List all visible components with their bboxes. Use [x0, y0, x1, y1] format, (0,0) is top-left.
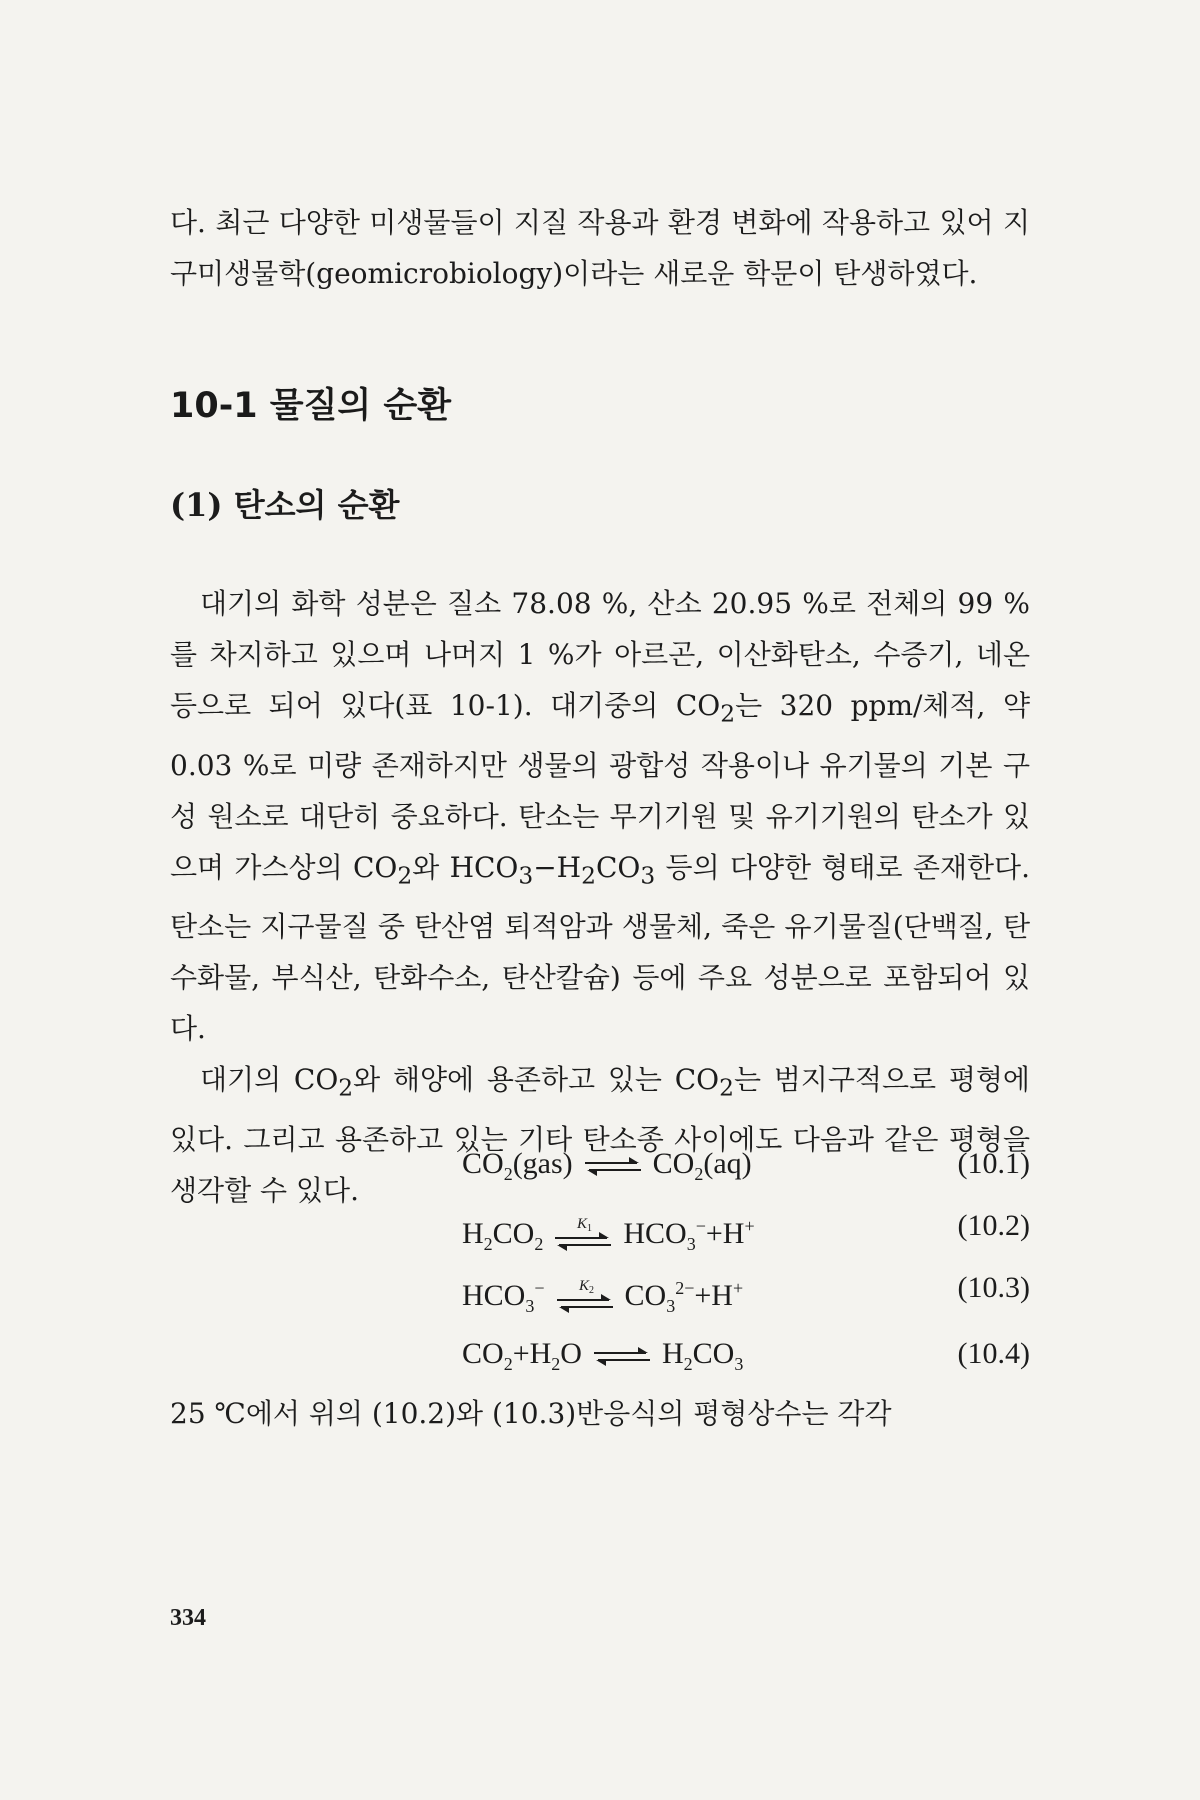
section-heading: 10-1 물질의 순환 [170, 386, 452, 426]
text-span: CO [595, 850, 641, 884]
text-span: 는 320 ppm/체적, 약 0.03 %로 미량 존재하지만 생물의 광합성 작용이나 유기물의 기본 구성 원소로 대단히 중요하다. 탄소는 무기기원 및 유기기원의 탄소가 있으며 가스상의 CO [170, 689, 1030, 884]
text-span: 대기의 CO [200, 1063, 339, 1097]
rate-constant-label: K [577, 1216, 588, 1233]
intro-text: 다. 최근 다양한 미생물들이 지질 작용과 환경 변화에 작용하고 있어 지구미생물학(geomicrobiology)이라는 새로운 학문이 탄생하였다. [170, 206, 1030, 290]
equation-body: $CO_2+H_2O$ $H_2CO_3$ [462, 1337, 744, 1374]
text-span: 등의 다양한 형태로 존재한다. 탄소는 지구물질 중 탄산염 퇴적암과 생물체, 죽은 유기물질(단백질, 탄수화물, 부식산, 탄화수소, 탄산칼슘) 등에 주요 성분으로 포함되어 있다. [170, 850, 1030, 1046]
equilibrium-arrow-icon [551, 1216, 615, 1256]
rate-constant-subscript: 1 [587, 1223, 593, 1235]
equation-body: $CO_2(gas)$ $CO_2(aq)$ [462, 1147, 752, 1184]
subsection-heading: (1) 탄소의 순환 [170, 486, 400, 524]
text-span: −H [533, 850, 582, 884]
subscript: 2 [338, 1073, 354, 1102]
rate-constant-label: K [578, 1278, 589, 1295]
equation-body: $H_2CO_2$ K 1 $HCO_3^-+H^+$ [462, 1206, 755, 1264]
subscript: 2 [581, 861, 596, 890]
text-span: 와 HCO [412, 850, 519, 884]
equilibrium-arrow-icon [590, 1341, 654, 1371]
text-span: 대기의 화학 성분은 질소 78.08 %, 산소 20.95 %로 전체의 99 %를 차지하고 있으며 나머지 1 %가 아르곤, 이산화탄소, 수증기, 네온 등으로 되어 있다(표 10-1). 대기중의 CO [170, 587, 1030, 722]
equation-10-3 [170, 1260, 1030, 1326]
equilibrium-arrow-icon [553, 1278, 617, 1318]
rate-constant-subscript: 2 [588, 1285, 594, 1297]
equation-number: (10.2) [957, 1209, 1030, 1242]
text-span: 는 범지구적으로 평형에 있다. 그리고 용존하고 있는 기타 탄소종 사이에도 다음과 같은 평형을 생각할 수 있다. [170, 1063, 1030, 1207]
intro-paragraph [170, 197, 1030, 299]
subscript: 2 [397, 861, 413, 890]
closing-paragraph [170, 1388, 1030, 1439]
equation-10-1 [170, 1136, 1030, 1198]
equation-10-4 [170, 1326, 1030, 1388]
equation-number: (10.1) [957, 1147, 1030, 1180]
subscript: 3 [518, 861, 534, 890]
equilibrium-arrow-icon [581, 1151, 645, 1181]
equation-10-2 [170, 1198, 1030, 1260]
body-text [170, 578, 1030, 1216]
page-number: 334 [170, 1605, 206, 1631]
subscript: 2 [719, 1073, 734, 1102]
subscript: 2 [720, 699, 736, 728]
equation-body: $HCO_3^-$ K 2 $CO_3^{2-}+H^+$ [462, 1268, 743, 1326]
equation-number: (10.4) [957, 1337, 1030, 1370]
closing-text: 25 ℃에서 위의 (10.2)와 (10.3)반응식의 평형상수는 각각 [170, 1397, 892, 1430]
equation-number: (10.3) [957, 1271, 1030, 1304]
paragraph-carbon-atmosphere [170, 578, 1030, 1054]
subscript: 3 [640, 861, 656, 890]
text-span: 와 해양에 용존하고 있는 CO [353, 1063, 720, 1097]
equation-block [170, 1136, 1030, 1388]
